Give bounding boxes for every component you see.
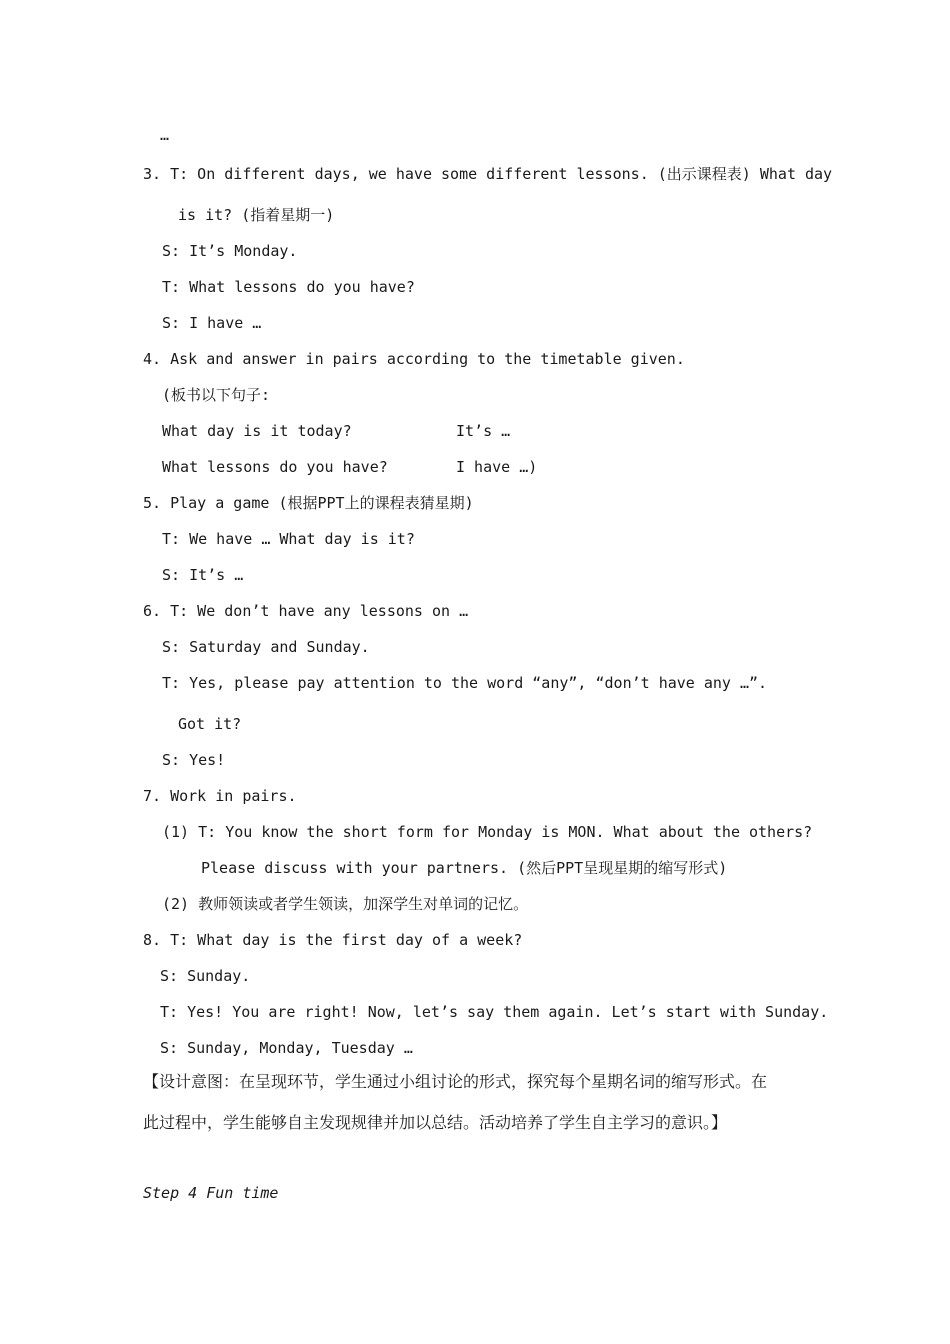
- board-note-line: (板书以下句子:: [162, 386, 271, 404]
- dialogue-line: S: It’s Monday.: [162, 242, 298, 260]
- dialogue-line: S: Yes!: [162, 751, 226, 769]
- sub-item-1-line: (1) T: You know the short form for Monday is MON. What about the others?: [162, 823, 813, 841]
- dialogue-line: T: Yes, please pay attention to the word “any”, “don’t have any …”.: [162, 674, 768, 692]
- item-6-line: 6. T: We don’t have any lessons on …: [143, 602, 469, 620]
- design-intent-line: 【设计意图：在呈现环节，学生通过小组讨论的形式，探究每个星期名词的缩写形式。在: [143, 1072, 768, 1091]
- item-5-line: 5. Play a game (根据PPT上的课程表猜星期): [143, 494, 474, 512]
- item-4-line: 4. Ask and answer in pairs according to the timetable given.: [143, 350, 685, 368]
- board-question: What lessons do you have?: [162, 458, 388, 476]
- step-heading: Step 4 Fun time: [143, 1184, 279, 1202]
- dialogue-line: S: I have …: [162, 314, 262, 332]
- sub-item-2-line: (2) 教师领读或者学生领读，加深学生对单词的记忆。: [162, 895, 529, 913]
- board-question: What day is it today?: [162, 422, 352, 440]
- dialogue-line: S: Sunday.: [160, 967, 251, 985]
- dialogue-line: T: What lessons do you have?: [162, 278, 415, 296]
- dialogue-line: S: It’s …: [162, 566, 244, 584]
- item-3-line: 3. T: On different days, we have some different lessons. (出示课程表) What day: [143, 165, 833, 183]
- design-intent-line: 此过程中，学生能够自主发现规律并加以总结。活动培养了学生自主学习的意识。】: [143, 1113, 728, 1132]
- ellipsis-line: …: [160, 126, 170, 144]
- board-answer: I have …): [456, 458, 538, 476]
- item-3-continuation: is it? (指着星期一): [178, 206, 335, 224]
- dialogue-continuation: Got it?: [178, 715, 242, 733]
- dialogue-line: S: Saturday and Sunday.: [162, 638, 370, 656]
- board-answer: It’s …: [456, 422, 511, 440]
- dialogue-line: S: Sunday, Monday, Tuesday …: [160, 1039, 413, 1057]
- dialogue-line: T: We have … What day is it?: [162, 530, 415, 548]
- dialogue-line: T: Yes! You are right! Now, let’s say them again. Let’s start with Sunday.: [160, 1003, 829, 1021]
- item-7-line: 7. Work in pairs.: [143, 787, 297, 805]
- item-8-line: 8. T: What day is the first day of a week?: [143, 931, 523, 949]
- sub-item-1-continuation: Please discuss with your partners. (然后PPT呈现星期的缩写形式): [201, 859, 728, 877]
